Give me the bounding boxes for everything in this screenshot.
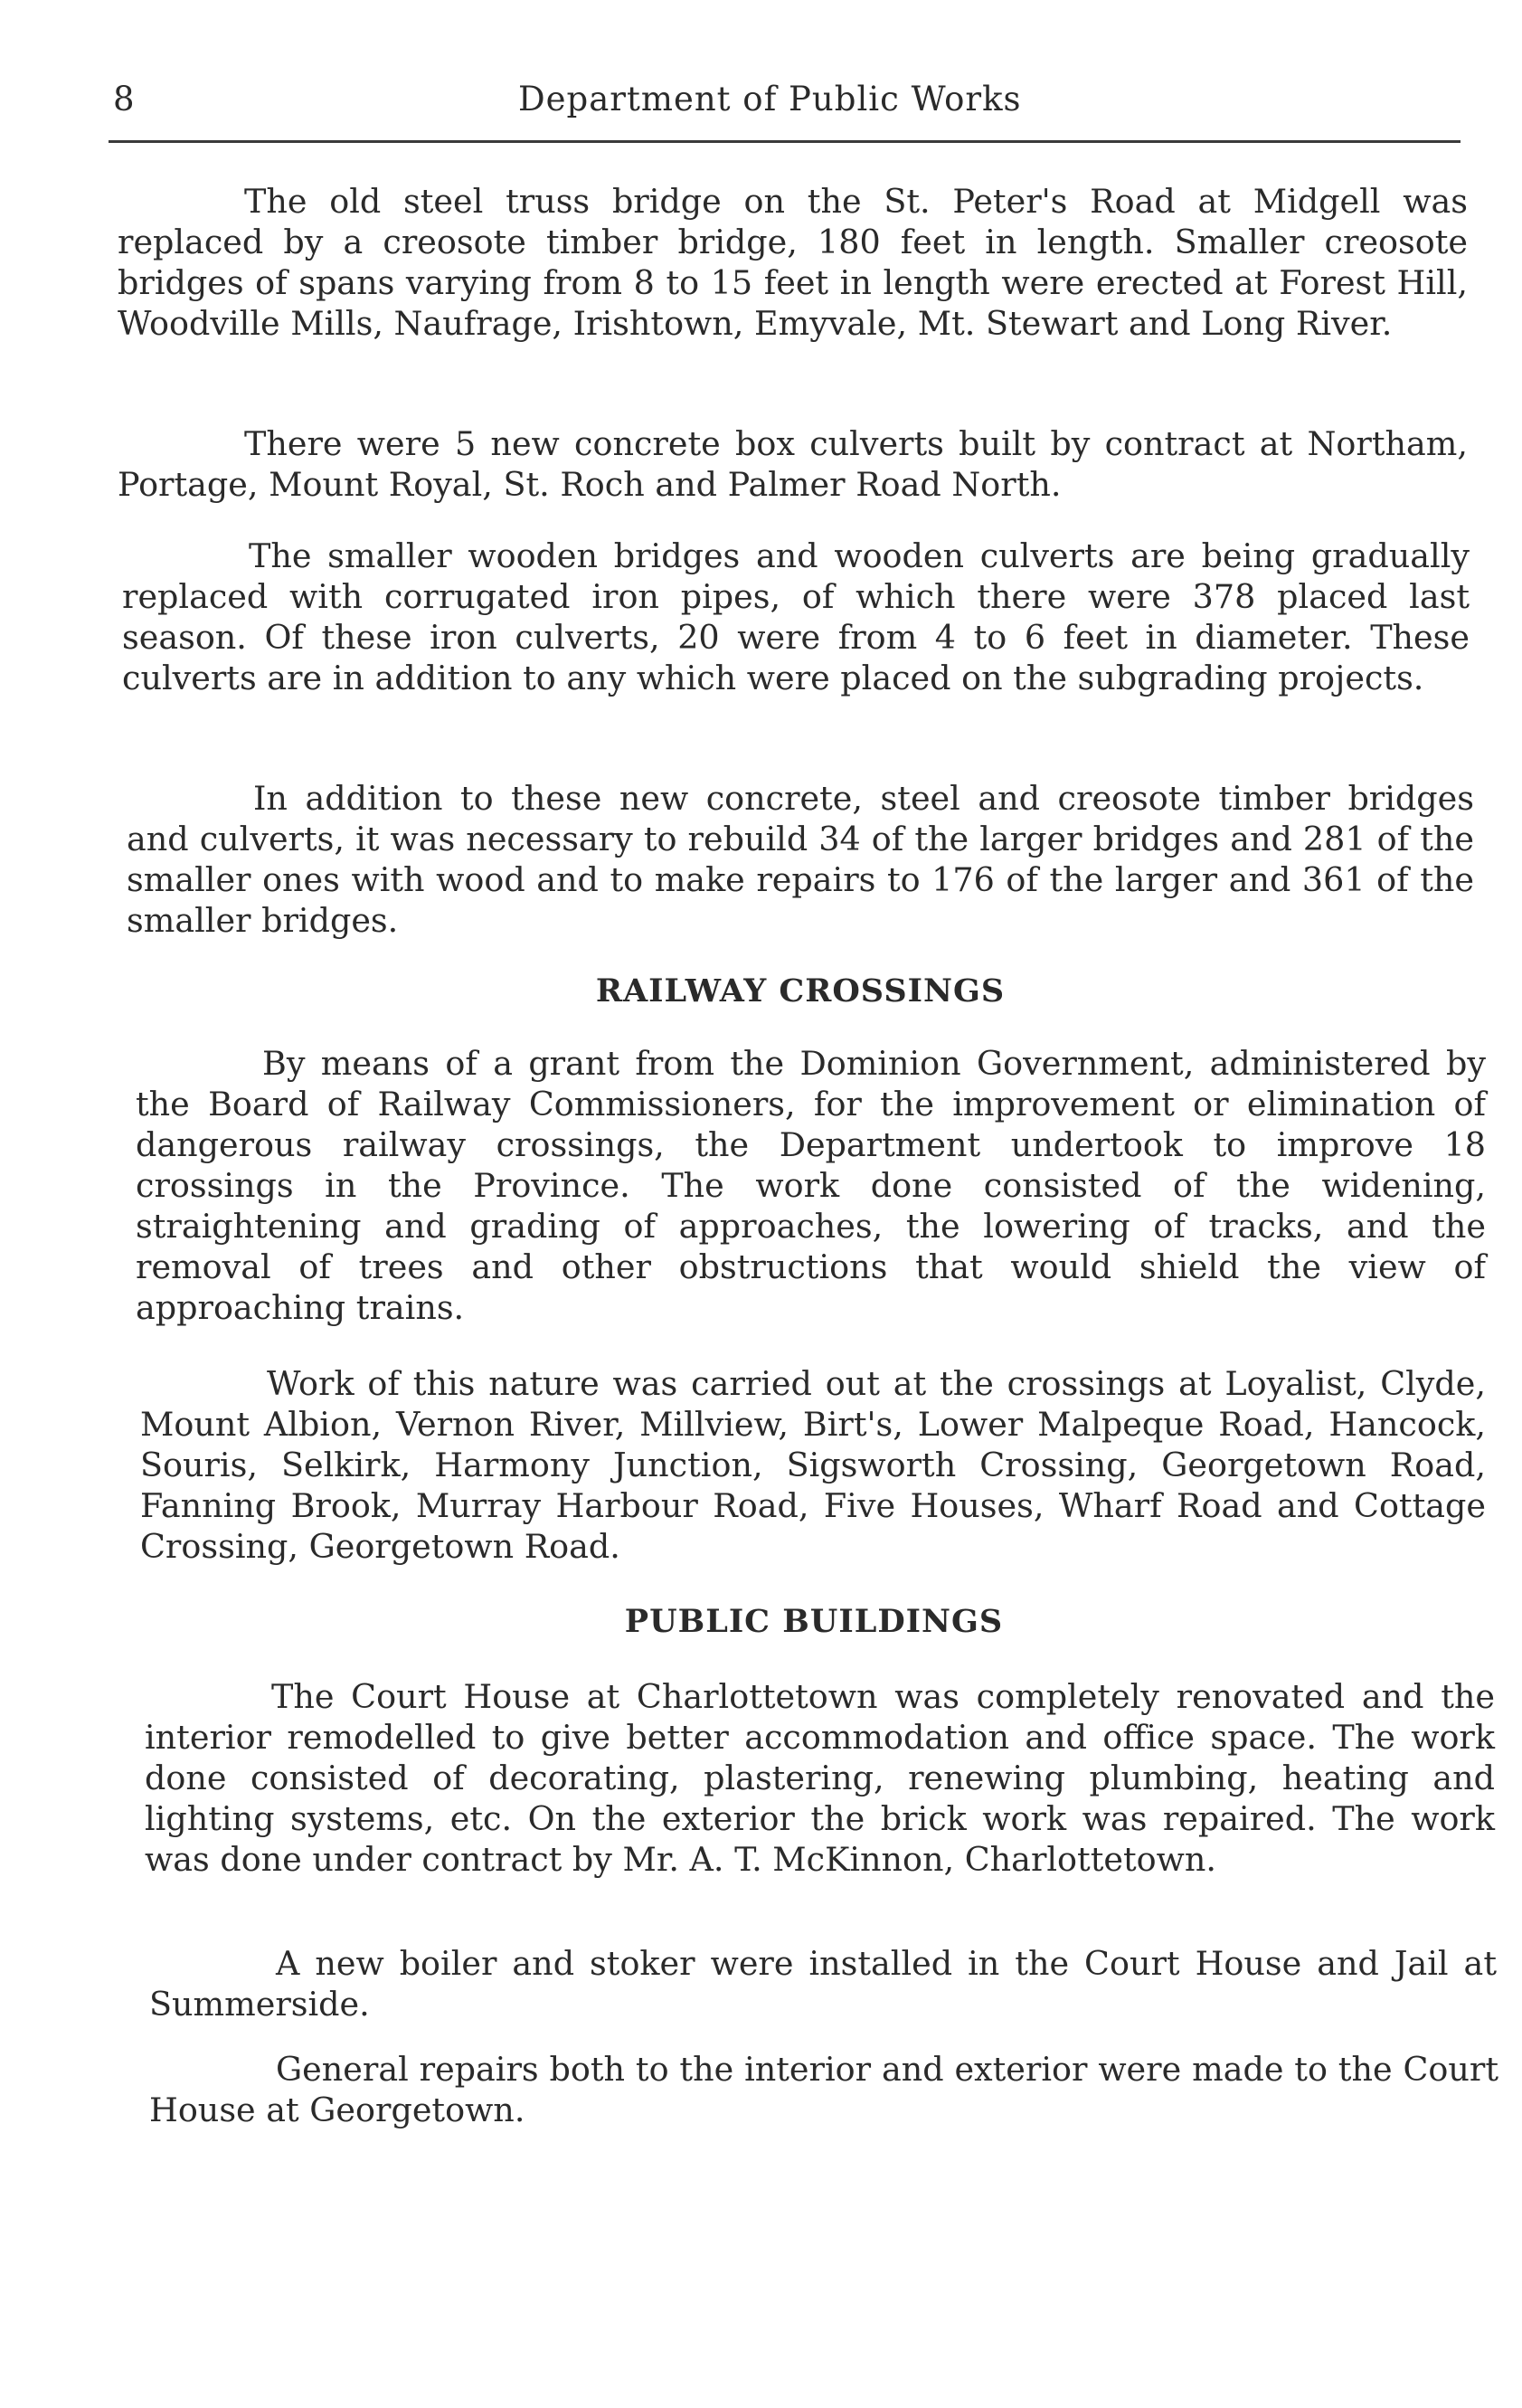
public-buildings-heading: PUBLIC BUILDINGS bbox=[624, 1603, 1004, 1640]
running-header bbox=[113, 80, 1461, 125]
paragraph-box-culverts bbox=[118, 423, 1468, 505]
paragraph-court-house-charlottetown-text: The Court House at Charlottetown was completely renovated and the interior remodelled to give better accommodation and office space. The work done consisted of decorating, plastering, renewing plumbing, heating and lighting systems, etc. On the exterior the brick work was repaired. The work was done under contract by Mr. A. T. McKinnon, Charlottetown. bbox=[145, 1677, 1495, 1879]
paragraph-railway-grant bbox=[136, 1043, 1486, 1328]
header-rule bbox=[109, 140, 1461, 143]
paragraph-railway-grant-text: By means of a grant from the Dominion Government, administered by the Board of Railway Commissioners, for the improvement or elimination of dangerous railway crossings, the Department undertook to improve 18 crossings in the Province. The work done consisted of the widening, straightening and grading of approaches, the lowering of tracks, and the removal of trees and other obstructions that would shield the view of approaching trains. bbox=[136, 1044, 1486, 1327]
paragraph-repairs-text: In addition to these new concrete, steel and creosote timber bridges and culverts, it was necessary to rebuild 34 of the larger bridges and 281 of the smaller ones with wood and to make repairs to 176 of the larger and 361 of the smaller bridges. bbox=[127, 779, 1474, 940]
paragraph-repairs bbox=[127, 778, 1474, 941]
paragraph-bridges-text: The old steel truss bridge on the St. Peter's Road at Midgell was replaced by a creosote timber bridge, 180 feet in length. Smaller creosote bridges of spans varying from 8 to 15 feet in length were erected at Forest Hill, Woodville Mills, Naufrage, Irishtown, Emyvale, Mt. Stewart and Long River. bbox=[118, 182, 1468, 343]
paragraph-iron-pipes-text: The smaller wooden bridges and wooden culverts are being gradually replaced with corrugated iron pipes, of which there were 378 placed last season. Of these iron culverts, 20 were from 4 to 6 feet in diameter. These culverts are in addition to any which were placed on the subgrading projects. bbox=[122, 536, 1470, 697]
paragraph-summerside-text: A new boiler and stoker were installed in the Court House and Jail at Summerside. bbox=[149, 1944, 1497, 2024]
paragraph-court-house-charlottetown bbox=[145, 1676, 1495, 1880]
paragraph-iron-pipes bbox=[122, 536, 1470, 698]
paragraph-georgetown bbox=[149, 2049, 1498, 2130]
paragraph-crossings-list bbox=[140, 1363, 1486, 1567]
paragraph-crossings-list-text: Work of this nature was carried out at the crossings at Loyalist, Clyde, Mount Albion, Vernon River, Millview, Birt's, Lower Malpeque Road, Hancock, Souris, Selkirk, Harmony Junction, Sigsworth Crossing, Georgetown Road, Fanning Brook, Murray Harbour Road, Five Houses, Wharf Road and Cottage Crossing, Georgetown Road. bbox=[140, 1364, 1486, 1566]
paragraph-box-culverts-text: There were 5 new concrete box culverts built by contract at Northam, Portage, Mount Royal, St. Roch and Palmer Road North. bbox=[118, 424, 1468, 504]
running-title: Department of Public Works bbox=[518, 80, 1022, 119]
paragraph-bridges bbox=[118, 181, 1468, 344]
railway-crossings-heading: RAILWAY CROSSINGS bbox=[595, 972, 1006, 1010]
page-number: 8 bbox=[113, 80, 136, 119]
paragraph-summerside bbox=[149, 1943, 1497, 2024]
paragraph-georgetown-text: General repairs both to the interior and exterior were made to the Court House at Georgetown. bbox=[149, 2050, 1498, 2129]
